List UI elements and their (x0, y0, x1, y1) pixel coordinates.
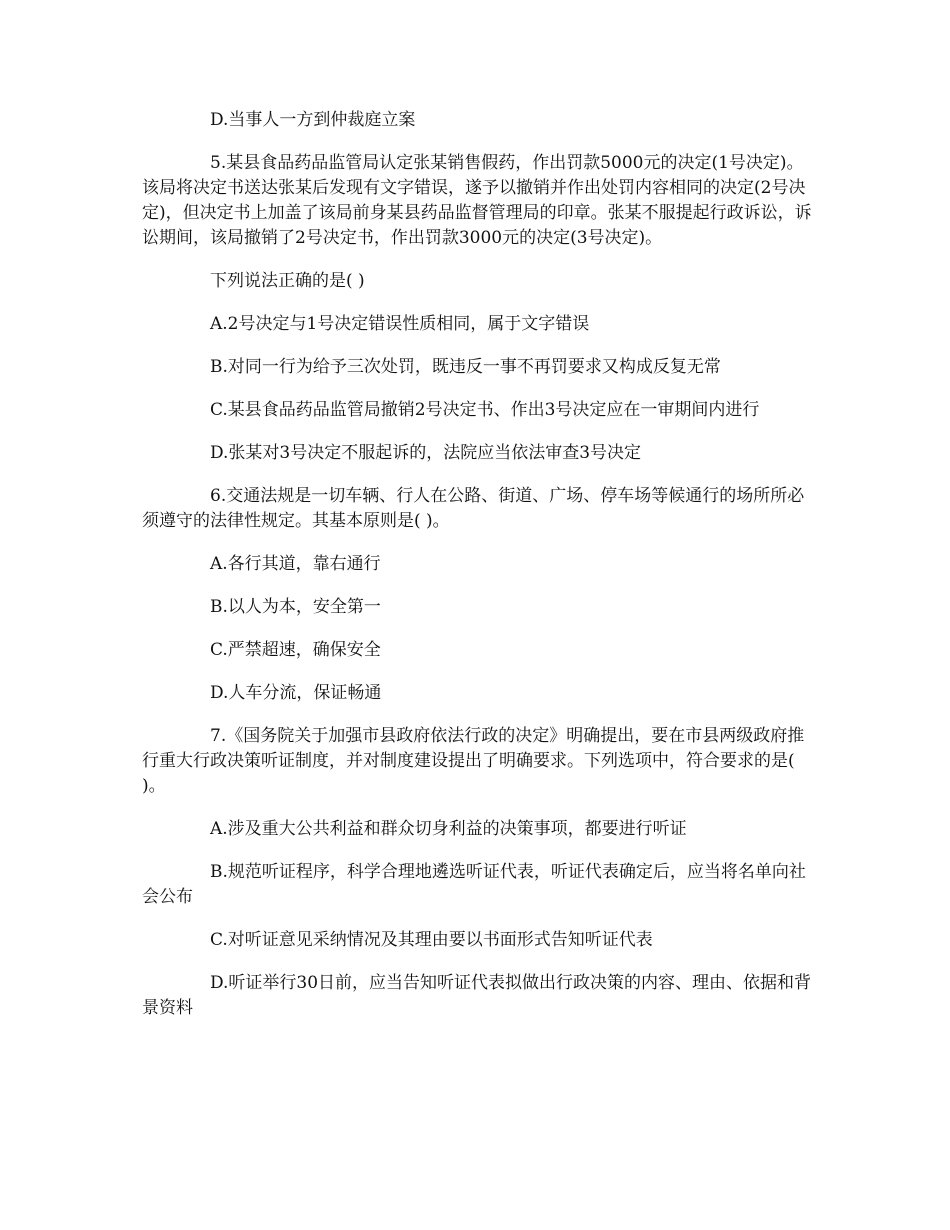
option-b-q5: B.对同一行为给予三次处罚，既违反一事不再罚要求又构成反复无常 (210, 357, 721, 377)
option-b-q7: B.规范听证程序，科学合理地遴选听证代表，听证代表确定后，应当将名单向社会公布 (142, 862, 806, 907)
option-d-q6: D.人车分流，保证畅通 (210, 683, 382, 703)
option-a-q7: A.涉及重大公共利益和群众切身利益的决策事项，都要进行听证 (210, 819, 687, 839)
option-d-q4: D.当事人一方到仲裁庭立案 (210, 110, 416, 130)
option-b-q6: B.以人为本，安全第一 (210, 597, 381, 617)
option-a-q6: A.各行其道，靠右通行 (210, 554, 381, 574)
option-c-q7: C.对听证意见采纳情况及其理由要以书面形式告知听证代表 (210, 930, 653, 950)
question-6: 6.交通法规是一切车辆、行人在公路、街道、广场、停车场等候通行的场所所必须遵守的法律性规定。其基本原则是( )。 (142, 486, 805, 531)
option-d-q5: D.张某对3号决定不服起诉的，法院应当依法审查3号决定 (210, 443, 642, 463)
question-5: 5.某县食品药品监管局认定张某销售假药，作出罚款5000元的决定(1号决定)。该局将决定书送达张某后发现有文字错误，遂予以撤销并作出处罚内容相同的决定(2号决定)，但决定书上加盖了该局前身某县药品监督管理局的印章。张某不服提起行政诉讼，诉讼期间，该局撤销了2号决定书，作出罚款3000元的决定(3号决定)。 (142, 153, 812, 248)
question-5-prompt: 下列说法正确的是( ) (210, 271, 365, 291)
option-c-q6: C.严禁超速，确保安全 (210, 640, 381, 660)
document-page (142, 108, 814, 1039)
option-d-q7: D.听证举行30日前，应当告知听证代表拟做出行政决策的内容、理由、依据和背景资料 (142, 973, 812, 1018)
option-a-q5: A.2号决定与1号决定错误性质相同，属于文字错误 (210, 314, 590, 334)
question-7: 7.《国务院关于加强市县政府依法行政的决定》明确提出，要在市县两级政府推行重大行政决策听证制度，并对制度建设提出了明确要求。下列选项中，符合要求的是( )。 (142, 726, 805, 796)
option-c-q5: C.某县食品药品监管局撤销2号决定书、作出3号决定应在一审期间内进行 (210, 400, 760, 420)
